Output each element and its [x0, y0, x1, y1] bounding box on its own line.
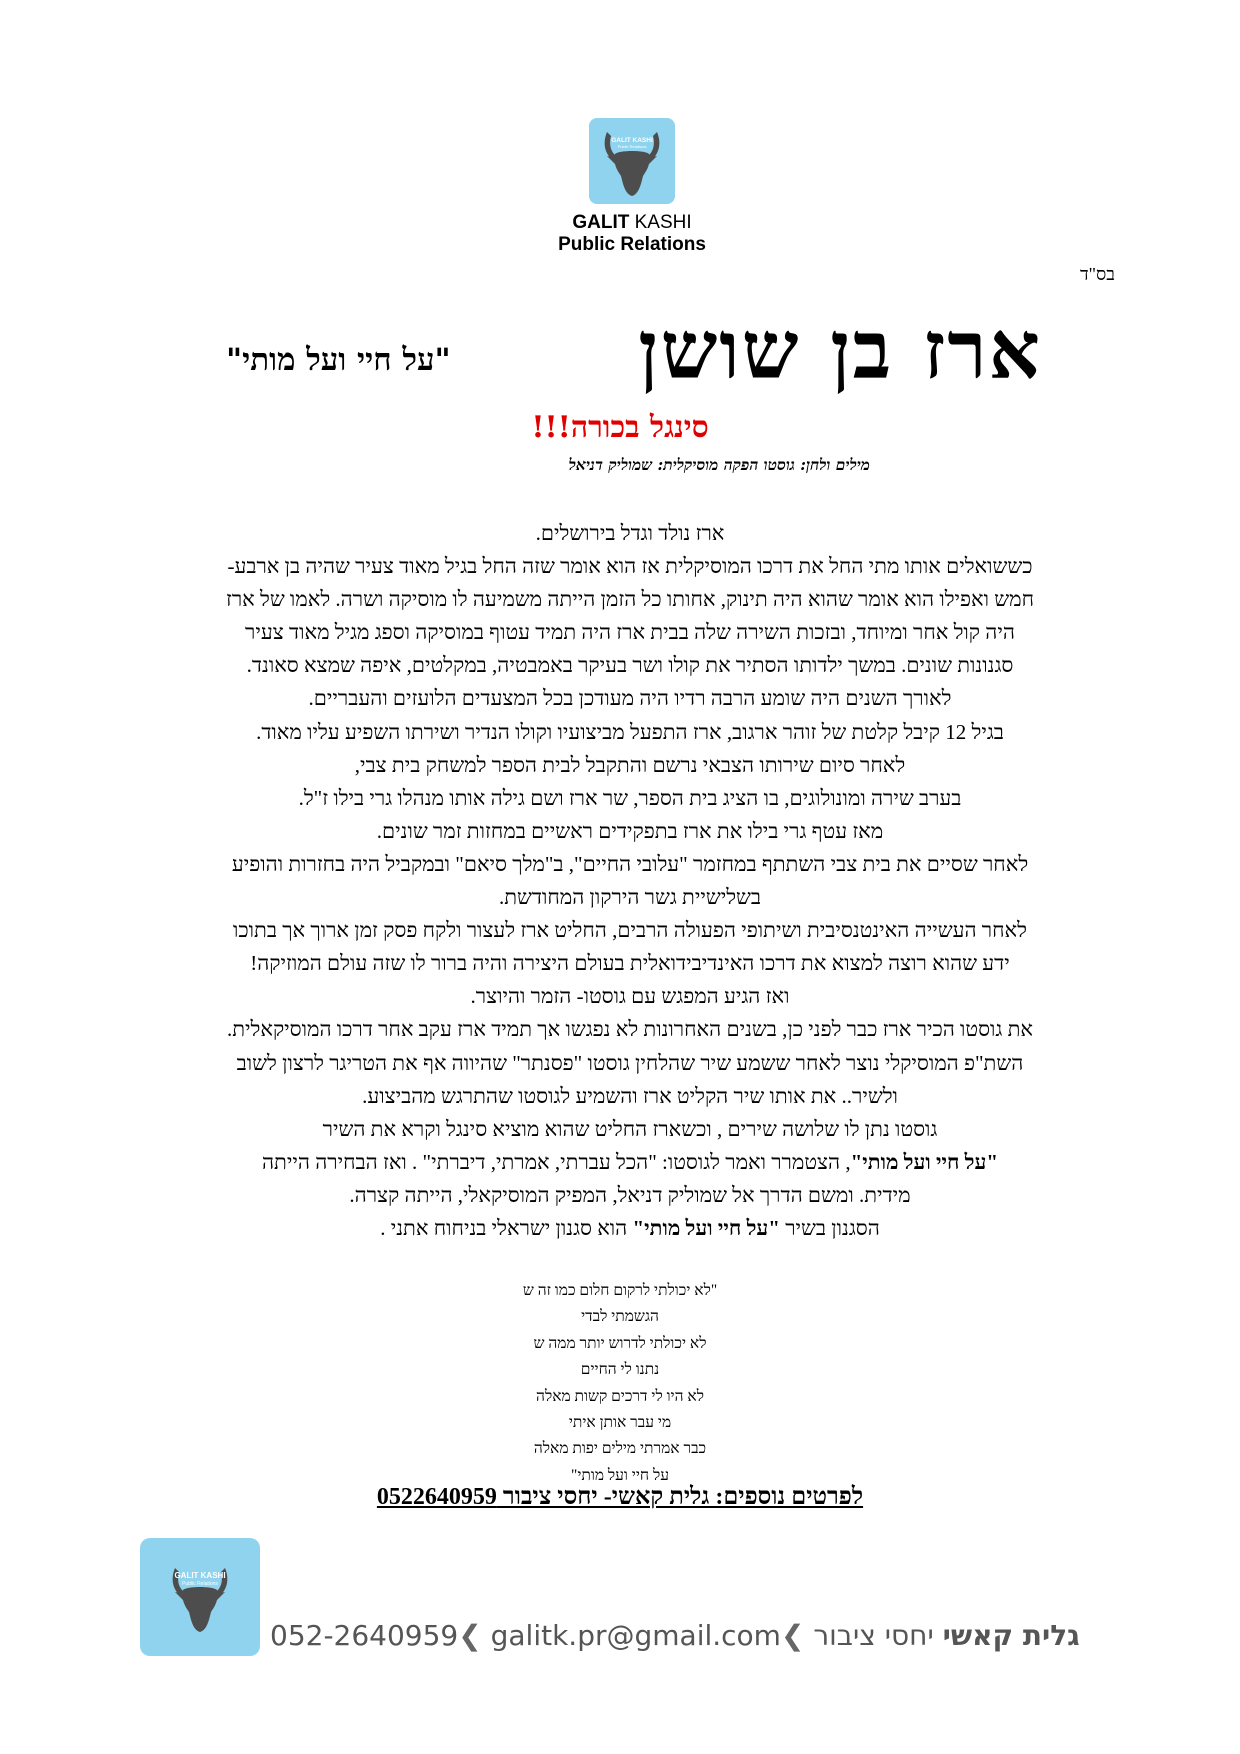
lyric-line: נתנו לי החיים: [580, 1361, 660, 1379]
article-line: היה קול אחר ומיוחד, ובזכות השירה שלה בבית ארז היה תמיד עטוף במוסיקה וספג מגיל מאוד צעיר: [245, 620, 1015, 645]
logo-mini-tagline: Public Relations: [617, 144, 647, 149]
article-line: ולשיר.. את אותו שיר הקליט ארז והשמיע לגוסטו שהתרגש מהביצוע.: [362, 1083, 898, 1108]
article-line: חמש ואפילו הוא אומר שהוא היה תינוק, אחותו כל הזמן הייתה משמיעה לו מוסיקה ושרה. לאמו של ארז: [225, 587, 1035, 612]
logo-mini-brand: GALIT KASHI: [174, 1571, 226, 1580]
article-line: לאחר שסיים את בית צבי השתתף במחזמר "עלובי החיים", ב"מלך סיאם" ובמקביל היה בחזרות והופיע: [231, 851, 1029, 876]
lyric-line: לא היו לי דרכים קשות מאלה: [536, 1387, 704, 1405]
footer-logo: [140, 1538, 260, 1656]
lyric-line: "לא יכולתי לרקום חלום כמו זה ש: [522, 1282, 718, 1299]
article-line: ידע שהוא רוצה למצוא את דרכו האינדיבידואלית בעולם היצירה והיה ברור לו שזה עולם המוזיקה!: [250, 951, 1010, 976]
contact-line: לפרטים נוספים: גלית קאשי- יחסי ציבור 0522640959: [376, 1484, 864, 1510]
logo-mini-brand: GALIT KASHI: [611, 137, 653, 144]
article-line: ארז נולד וגדל בירושלים.: [535, 521, 725, 545]
footer-company-name: גלית קאשי: [942, 1619, 1080, 1652]
article-line: גוסטו נתן לו שלושה שירים , וכשארז החליט שהוא מוציא סינגל וקרא את השיר: [322, 1116, 938, 1141]
article-line: בשלישיית גשר הירקון המחודשת.: [498, 885, 762, 910]
artist-name: ארז בן שושן: [638, 303, 1042, 397]
article-line: כששואלים אותו מתי החל את דרכו המוסיקלית אז הוא אומר שזה החל בגיל מאוד צעיר שהיה בן ארבע-: [227, 554, 1033, 579]
lyric-line: לא יכולתי לדרוש יותר ממה ש: [533, 1334, 707, 1352]
article-body: [130, 517, 1130, 1245]
chevron-left-icon: ❮: [780, 1619, 805, 1652]
lyrics-excerpt: [380, 1278, 860, 1489]
article-line: [130, 1146, 1130, 1179]
brand-tagline: Public Relations: [558, 234, 706, 255]
brand-bold: GALIT: [572, 212, 630, 233]
article-line: [130, 1212, 1130, 1245]
article-line: בערב שירה ומונולוגים, בו הציג בית הספר, שר ארז ושם גילה אותו מנהלו גרי בילו ז"ל.: [298, 785, 962, 810]
article-line: סגנונות שונים. במשך ילדותו הסתיר את קולו ושר בעיקר באמבטיה, במקלטים, איפה שמצא סאונד.: [246, 653, 1014, 678]
lyric-line: כבר אמרתי מילים יפות מאלה: [533, 1440, 707, 1458]
song-title: "על חיי ועל מותי": [226, 342, 451, 378]
premiere-banner: סינגל בכורה!!!: [531, 410, 709, 445]
article-line: לאחר העשייה האינטנסיבית ושיתופי הפעולה הרבים, החליט ארז לעצור ולקח פסק זמן ארוך אך בתוכו: [233, 918, 1027, 943]
article-line: בגיל 12 קיבל קלטת של זוהר ארגוב, ארז התפעל מביצועיו וקולו הנדיר ושירתו השפיע עליו מאוד.: [256, 719, 1004, 744]
footer-phone[interactable]: 052-2640959: [270, 1619, 459, 1652]
credits-line: מילים ולחן: גוסטו הפקה מוסיקלית: שמוליק דניאל: [568, 455, 870, 474]
article-text: הסגנון בשיר: [779, 1215, 880, 1240]
bsd-mark: בס"ד: [1080, 264, 1115, 284]
logo-caption: [520, 212, 744, 256]
article-text: , הצטמרר ואמר לגוסטו: "הכל עברתי, אמרתי, דיברתי" . ואז הבחירה הייתה: [261, 1149, 851, 1174]
article-line: לאחר סיום שירותו הצבאי נרשם והתקבל לבית הספר למשחק בית צבי,: [354, 752, 906, 777]
chevron-left-icon: ❮: [458, 1619, 482, 1652]
company-logo: [589, 118, 675, 204]
logo-mini-tagline: Public Relations: [182, 1581, 218, 1587]
footer-contact-strip: [270, 1616, 1130, 1656]
lyric-line: מי עבר אותן איתי: [568, 1414, 672, 1432]
lyric-line: על חיי ועל מותי": [571, 1466, 669, 1484]
article-text: הוא סגנון ישראלי בניחוח אתני .: [380, 1215, 633, 1240]
article-line: מאז עטף גרי בילו את ארז בתפקידים ראשיים במחזות זמר שונים.: [376, 818, 884, 843]
lyric-line: הגשמתי לבדי: [581, 1308, 659, 1326]
article-line: לאורך השנים היה שומע הרבה רדיו היה מעודכן בכל המצעדים הלועזים והעבריים.: [308, 686, 952, 711]
footer-banner: [135, 1528, 1135, 1668]
footer-email[interactable]: galitk.pr@gmail.com: [490, 1619, 781, 1652]
article-line: ואז הגיע המפגש עם גוסטו- הזמר והיוצר.: [470, 984, 790, 1009]
song-name-inline: "על חיי ועל מותי": [632, 1215, 780, 1240]
article-line: מידית. ומשם הדרך אל שמוליק דניאל, המפיק המוסיקאלי, הייתה קצרה.: [349, 1182, 911, 1207]
footer-company-role: יחסי ציבור: [813, 1619, 943, 1652]
song-name-inline: "על חיי ועל מותי": [850, 1149, 999, 1174]
brand-rest: KASHI: [629, 212, 692, 233]
article-line: את גוסטו הכיר ארז כבר לפני כן, בשנים האחרונות לא נפגשו אך תמיד ארז עקב אחר דרכו המוסיקאלית.: [226, 1017, 1034, 1042]
article-line: השת"פ המוסיקלי נוצר לאחר ששמע שיר שהלחין גוסטו "פסנתר" שהיווה אף את הטריגר לרצון לשוב: [236, 1050, 1024, 1075]
headline: [180, 300, 1060, 400]
